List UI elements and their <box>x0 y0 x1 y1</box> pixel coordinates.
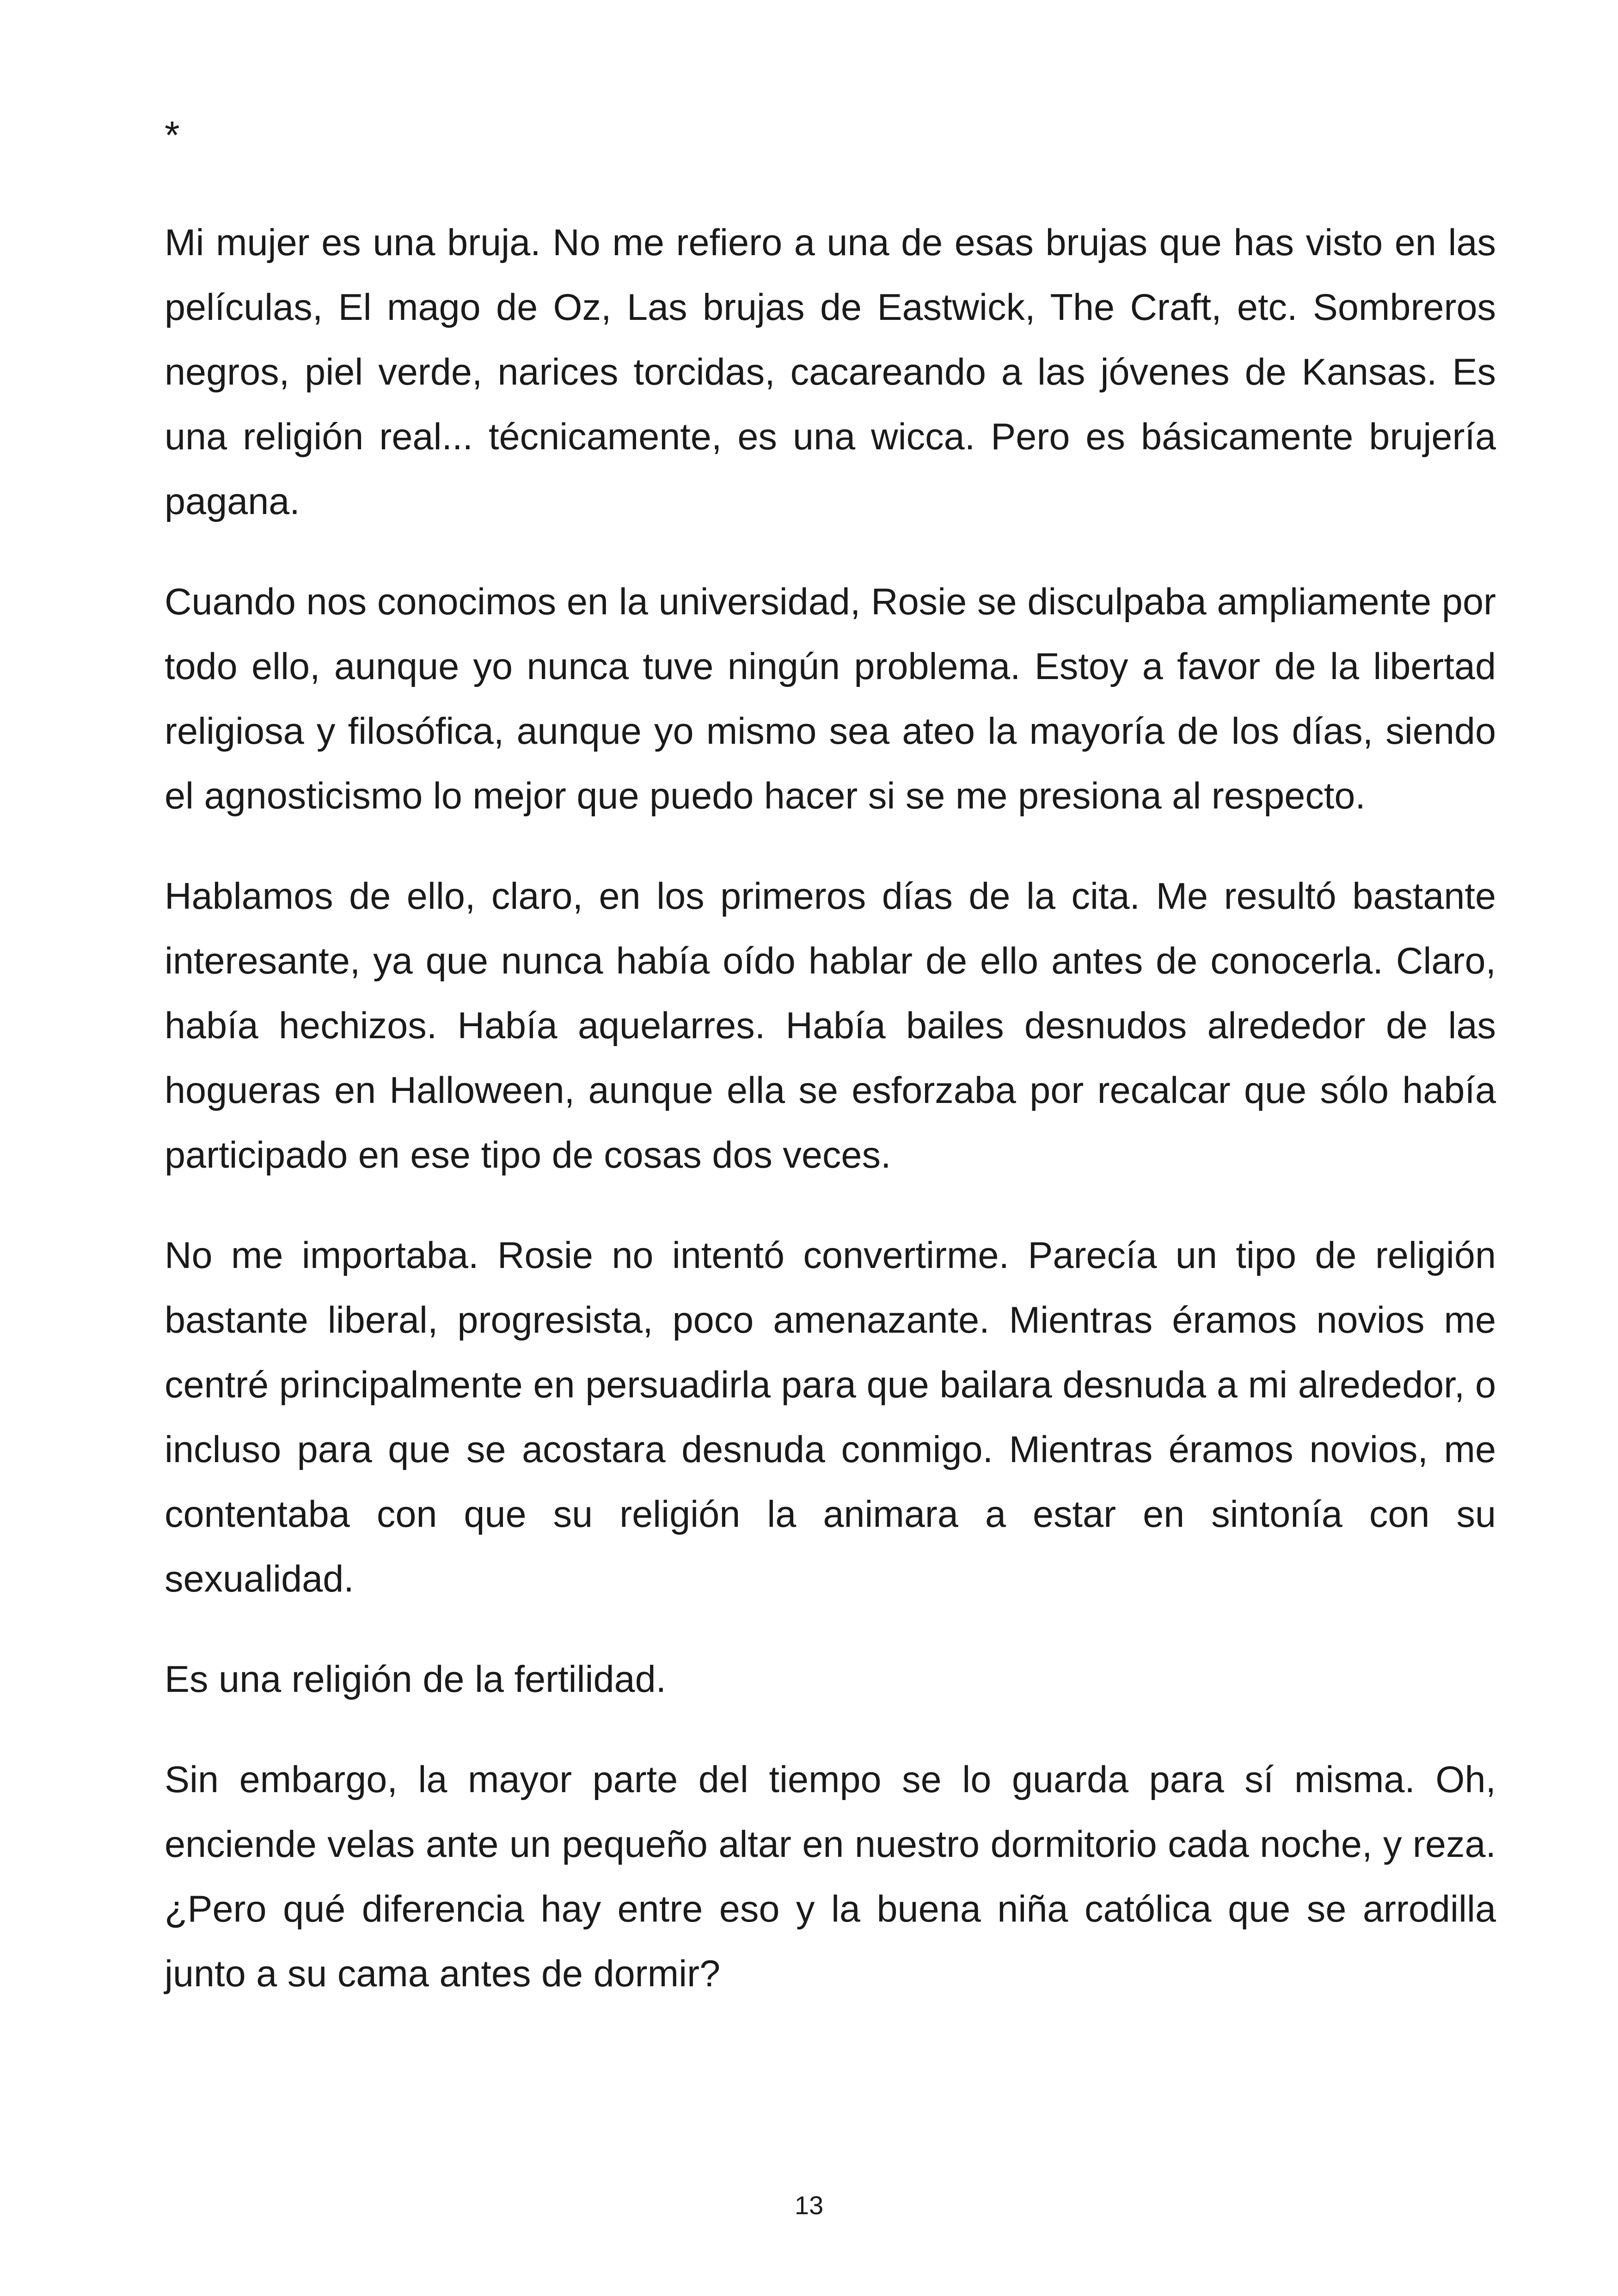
paragraph-4: No me importaba. Rosie no intentó convertirme. Parecía un tipo de religión bastante liberal, progresista, poco amenazante. Mientras éramos novios me centré principalmente en persuadirla para que bailara desnuda a mi alrededor, o incluso para que se acostara desnuda conmigo. Mientras éramos novios, me contentaba con que su religión la animara a estar en sintonía con su sexualidad. <box>165 1235 1496 1600</box>
section-break-asterisk: * <box>165 113 180 157</box>
paragraph-5: Es una religión de la fertilidad. <box>165 1659 667 1700</box>
paragraph-6: Sin embargo, la mayor parte del tiempo se lo guarda para sí misma. Oh, enciende velas ante un pequeño altar en nuestro dormitorio cada noche, y reza. ¿Pero qué diferencia hay entre eso y la buena niña católica que se arrodilla junto a su cama antes de dormir? <box>165 1759 1496 1995</box>
paragraph-3: Hablamos de ello, claro, en los primeros días de la cita. Me resultó bastante interesante, ya que nunca había oído hablar de ello antes de conocerla. Claro, había hechizos. Había aquelarres. Había bailes desnudos alrededor de las hogueras en Halloween, aunque ella se esforzaba por recalcar que sólo había participado en ese tipo de cosas dos veces. <box>165 876 1496 1176</box>
paragraph-1: Mi mujer es una bruja. No me refiero a una de esas brujas que has visto en las películas, El mago de Oz, Las brujas de Eastwick, The Craft, etc. Sombreros negros, piel verde, narices torcidas, cacareando a las jóvenes de Kansas. Es una religión real... técnicamente, es una wicca. Pero es básicamente brujería pagana. <box>165 222 1496 522</box>
page-number: 13 <box>794 2191 824 2220</box>
body-text <box>165 210 1496 2042</box>
paragraph-2: Cuando nos conocimos en la universidad, Rosie se disculpaba ampliamente por todo ello, aunque yo nunca tuve ningún problema. Estoy a favor de la libertad religiosa y filosófica, aunque yo mismo sea ateo la mayoría de los días, siendo el agnosticismo lo mejor que puedo hacer si se me presiona al respecto. <box>165 581 1496 817</box>
